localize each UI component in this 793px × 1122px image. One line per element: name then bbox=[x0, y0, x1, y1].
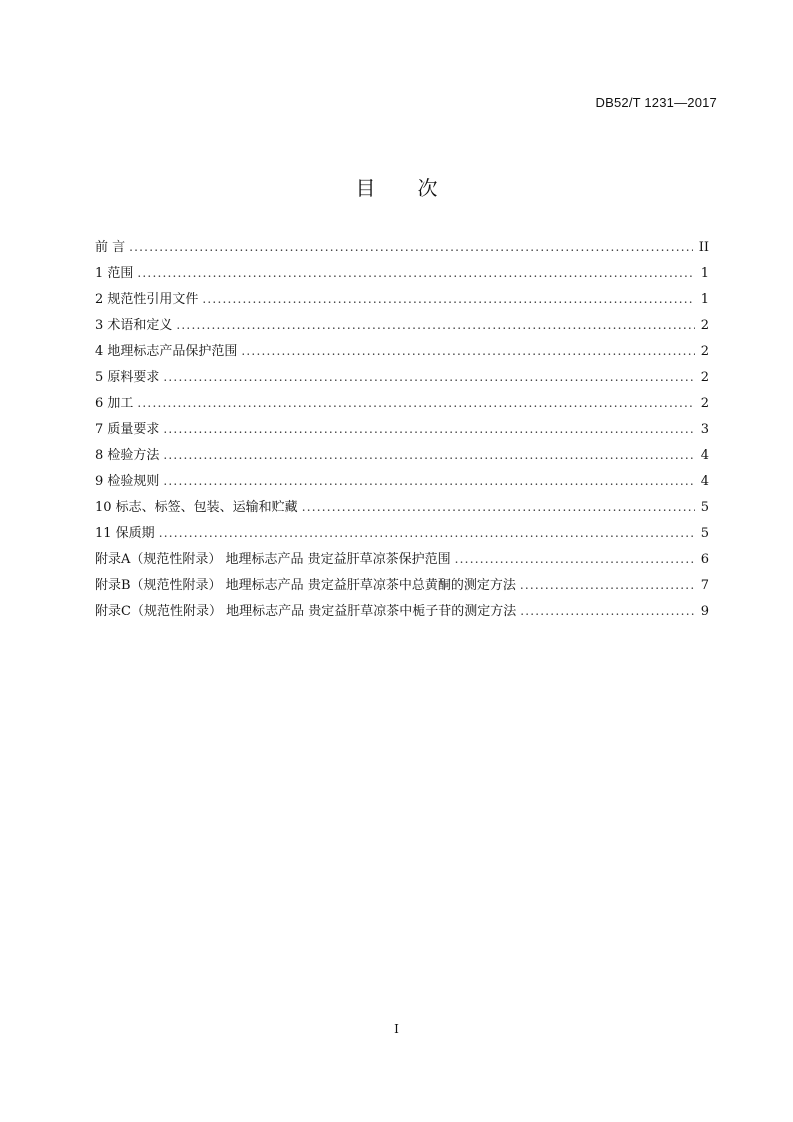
toc-entry-inspection-rules[interactable] bbox=[95, 470, 709, 496]
toc-entry-page: 2 bbox=[700, 396, 709, 411]
toc-leader-dots bbox=[455, 552, 695, 566]
toc-entry-shelf-life[interactable] bbox=[95, 522, 709, 548]
toc-entry-page: 1 bbox=[700, 266, 709, 281]
toc-entry-label: 9 检验规则 bbox=[95, 474, 160, 489]
toc-leader-dots bbox=[176, 318, 694, 332]
toc-entry-annex-b[interactable] bbox=[95, 574, 709, 600]
toc-entry-page: 9 bbox=[700, 604, 709, 619]
toc-entry-raw-material[interactable] bbox=[95, 366, 709, 392]
document-code: DB52/T 1231—2017 bbox=[595, 95, 717, 110]
toc-entry-page: 2 bbox=[700, 318, 709, 333]
toc-entry-label: 附录A（规范性附录） 地理标志产品 贵定益肝草凉茶保护范围 bbox=[95, 552, 451, 567]
toc-leader-dots bbox=[163, 474, 694, 488]
toc-entry-label: 10 标志、标签、包装、运输和贮藏 bbox=[95, 500, 298, 515]
toc-entry-page: 2 bbox=[700, 370, 709, 385]
toc-leader-dots bbox=[163, 370, 694, 384]
toc-leader-dots bbox=[520, 604, 695, 618]
toc-entry-page: 6 bbox=[700, 552, 709, 567]
toc-entry-label: 11 保质期 bbox=[95, 526, 155, 541]
toc-entry-page: 2 bbox=[700, 344, 709, 359]
toc-leader-dots bbox=[137, 266, 694, 280]
toc-entry-label: 附录B（规范性附录） 地理标志产品 贵定益肝草凉茶中总黄酮的测定方法 bbox=[95, 578, 516, 593]
toc-entry-page: 3 bbox=[700, 422, 709, 437]
table-of-contents bbox=[95, 236, 709, 626]
toc-entry-marking-packaging[interactable] bbox=[95, 496, 709, 522]
title-char-2: 次 bbox=[417, 176, 438, 200]
toc-entry-foreword[interactable] bbox=[95, 236, 709, 262]
toc-leader-dots bbox=[520, 578, 695, 592]
toc-leader-dots bbox=[163, 422, 694, 436]
toc-entry-label: 前 言 bbox=[95, 240, 126, 255]
toc-entry-processing[interactable] bbox=[95, 392, 709, 418]
toc-leader-dots bbox=[202, 292, 694, 306]
toc-entry-label: 2 规范性引用文件 bbox=[95, 292, 199, 307]
toc-entry-label: 1 范围 bbox=[95, 266, 134, 281]
toc-entry-page: 4 bbox=[700, 448, 709, 463]
toc-entry-label: 6 加工 bbox=[95, 396, 134, 411]
toc-leader-dots bbox=[302, 500, 695, 514]
toc-entry-page: 4 bbox=[700, 474, 709, 489]
toc-entry-page: 5 bbox=[700, 500, 709, 515]
toc-entry-label: 4 地理标志产品保护范围 bbox=[95, 344, 238, 359]
toc-entry-terms-definitions[interactable] bbox=[95, 314, 709, 340]
toc-entry-page: 7 bbox=[700, 578, 709, 593]
toc-entry-page: II bbox=[698, 240, 709, 255]
toc-leader-dots bbox=[163, 448, 694, 462]
toc-leader-dots bbox=[137, 396, 694, 410]
toc-entry-label: 8 检验方法 bbox=[95, 448, 160, 463]
toc-entry-label: 附录C（规范性附录） 地理标志产品 贵定益肝草凉茶中栀子苷的测定方法 bbox=[95, 604, 517, 619]
toc-entry-normative-references[interactable] bbox=[95, 288, 709, 314]
toc-entry-quality[interactable] bbox=[95, 418, 709, 444]
toc-entry-page: 5 bbox=[700, 526, 709, 541]
toc-entry-protection-scope[interactable] bbox=[95, 340, 709, 366]
page-title bbox=[0, 172, 793, 201]
toc-entry-annex-a[interactable] bbox=[95, 548, 709, 574]
toc-leader-dots bbox=[159, 526, 695, 540]
toc-entry-label: 7 质量要求 bbox=[95, 422, 160, 437]
toc-leader-dots bbox=[241, 344, 694, 358]
toc-entry-scope[interactable] bbox=[95, 262, 709, 288]
toc-entry-label: 5 原料要求 bbox=[95, 370, 160, 385]
page-number: I bbox=[394, 1022, 399, 1036]
title-char-1: 目 bbox=[355, 176, 376, 200]
toc-entry-page: 1 bbox=[700, 292, 709, 307]
toc-entry-annex-c[interactable] bbox=[95, 600, 709, 626]
toc-leader-dots bbox=[129, 240, 693, 254]
toc-entry-label: 3 术语和定义 bbox=[95, 318, 173, 333]
toc-entry-test-methods[interactable] bbox=[95, 444, 709, 470]
